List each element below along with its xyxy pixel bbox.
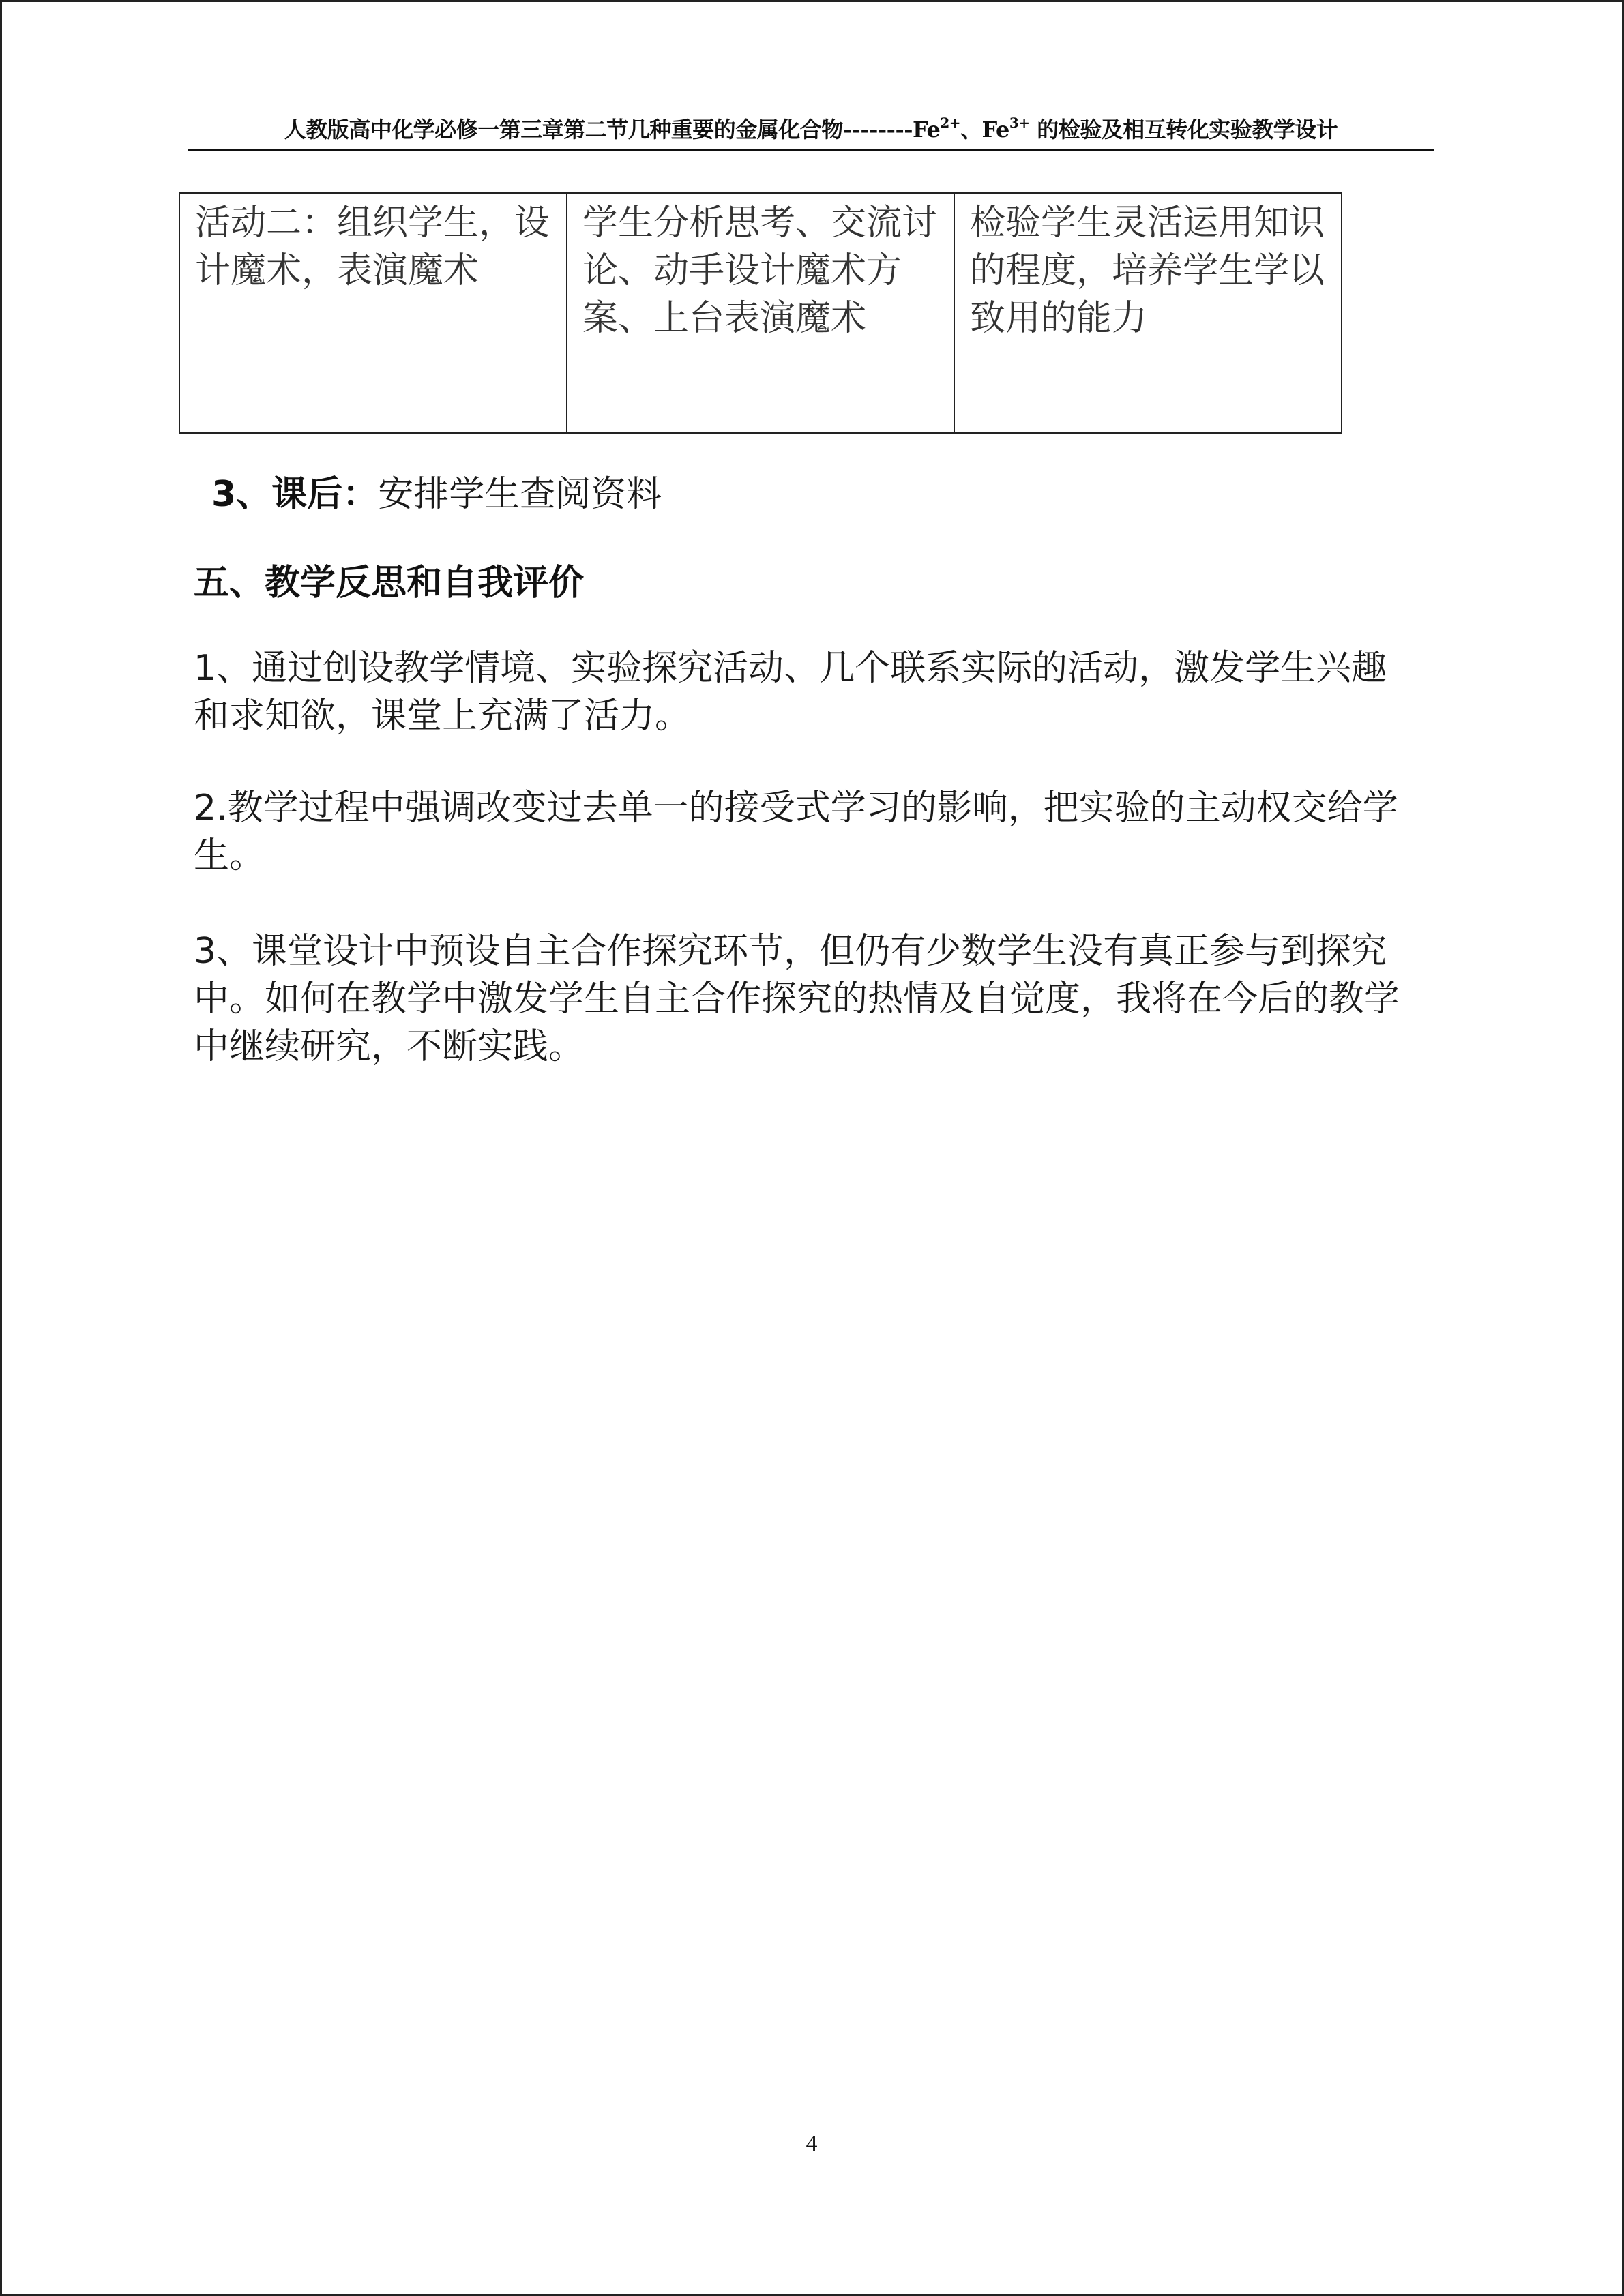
table-row (179, 193, 1342, 433)
header-separator: 、Fe (960, 117, 1009, 143)
fe3-superscript: 3+ (1009, 115, 1030, 131)
header-title-tail: 的检验及相互转化实验教学设计 (1029, 117, 1338, 143)
design-purpose-cell: 检验学生灵活运用知识的程度，培养学生学以致用的能力 (954, 193, 1342, 433)
fe2-superscript: 2+ (940, 115, 961, 131)
reflection-paragraph-3: 3、课堂设计中预设自主合作探究环节，但仍有少数学生没有真正参与到探究中。如何在教学中激发学生自主合作探究的热情及自觉度，我将在今后的教学中继续研究，不断实践。 (194, 931, 1400, 1067)
section-title: 五、教学反思和自我评价 (194, 563, 585, 603)
header-rule (188, 149, 1434, 151)
page-number: 4 (806, 2131, 818, 2156)
after-class-text: 安排学生查阅资料 (378, 474, 662, 515)
after-class-label: 3、课后： (211, 474, 379, 515)
header-title-main: 人教版高中化学必修一第三章第二节几种重要的金属化合物--------Fe (284, 117, 941, 143)
after-class-line (211, 471, 1439, 518)
activity-cell: 活动二：组织学生，设计魔术，表演魔术 (179, 193, 567, 433)
reflection-paragraph-2: 2.教学过程中强调改变过去单一的接受式学习的影响，把实验的主动权交给学生。 (194, 788, 1398, 876)
student-activity-cell: 学生分析思考、交流讨论、动手设计魔术方案、上台表演魔术 (567, 193, 954, 433)
activity-table (179, 192, 1342, 434)
reflection-paragraph-1: 1、通过创设教学情境、实验探究活动、几个联系实际的活动，激发学生兴趣和求知欲，课堂上充满了活力。 (194, 648, 1387, 736)
running-header (188, 113, 1434, 146)
